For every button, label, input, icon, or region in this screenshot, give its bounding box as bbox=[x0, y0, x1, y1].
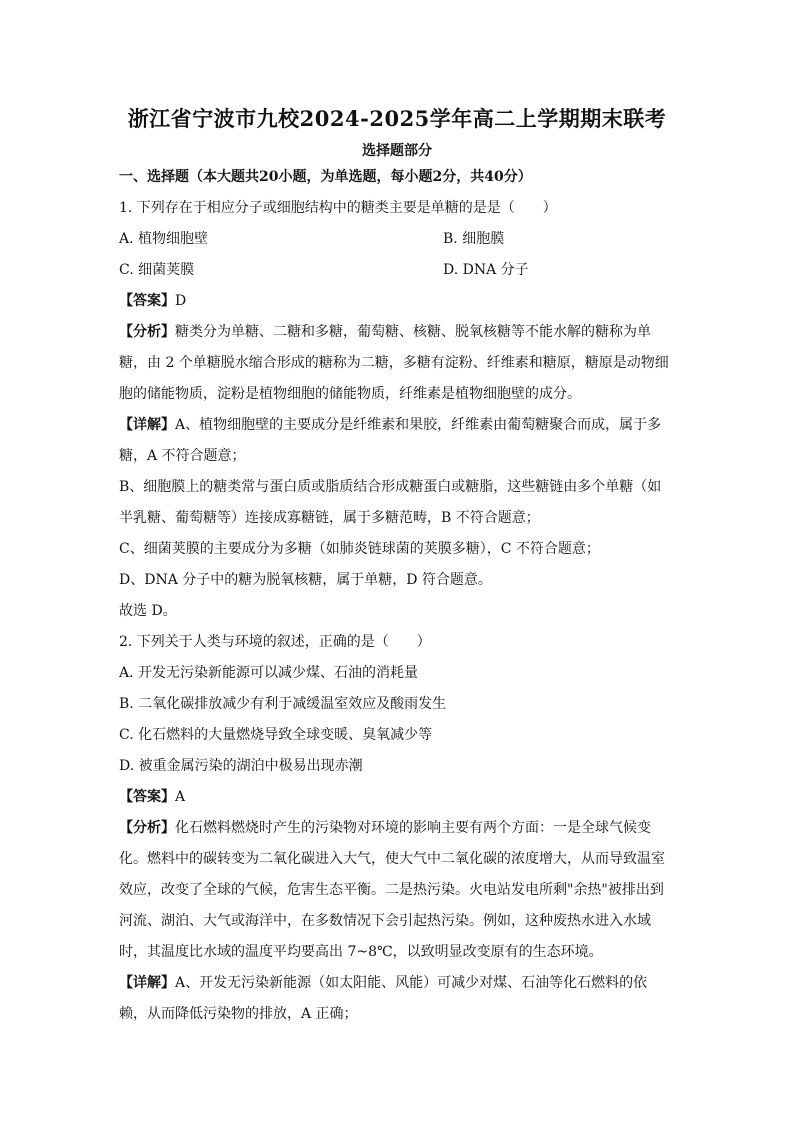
q1-detail-line-4: 半乳糖、葡萄糖等）连接成寡糖链，属于多糖范畴，B 不符合题意； bbox=[119, 510, 540, 526]
q2-analysis-line-1 bbox=[119, 817, 651, 837]
q1-analysis-line-1 bbox=[119, 321, 651, 341]
q1-detail-line-3: B、细胞膜上的糖类常与蛋白质或脂质结合形成糖蛋白或糖脂，这些糖链由多个单糖（如 bbox=[119, 479, 662, 495]
q2-option-b: B. 二氧化碳排放减少有利于减缓温室效应及酸雨发生 bbox=[119, 696, 447, 712]
q1-detail-line-2: 糖，A 不符合题意； bbox=[119, 448, 246, 464]
q1-option-d: D. DNA 分子 bbox=[443, 262, 529, 278]
q2-analysis-text-1: 化石燃料燃烧时产生的污染物对环境的影响主要有两个方面：一是全球气候变 bbox=[175, 820, 651, 836]
q2-detail-line-1 bbox=[119, 972, 647, 992]
q2-analysis-tag: 【分析】 bbox=[119, 820, 175, 836]
q1-answer-value: D bbox=[175, 293, 187, 309]
q1-option-c: C. 细菌荚膜 bbox=[119, 262, 195, 278]
q1-detail-line-6: D、DNA 分子中的糖为脱氧核糖，属于单糖，D 符合题意。 bbox=[119, 572, 492, 588]
q1-detail-line-1 bbox=[119, 414, 661, 434]
q2-analysis-line-4: 河流、湖泊、大气或海洋中，在多数情况下会引起热污染。例如，这种废热水进入水域 bbox=[119, 913, 651, 929]
q1-analysis-tag: 【分析】 bbox=[119, 324, 175, 340]
page-subtitle: 选择题部分 bbox=[362, 143, 432, 159]
q2-answer-value: A bbox=[175, 789, 186, 805]
q2-answer-line bbox=[119, 786, 185, 806]
q2-analysis-line-2: 化。燃料中的碳转变为二氧化碳进入大气，使大气中二氧化碳的浓度增大，从而导致温室 bbox=[119, 851, 665, 867]
q1-analysis-line-3: 胞的储能物质，淀粉是植物细胞的储能物质，纤维素是植物细胞壁的成分。 bbox=[119, 386, 581, 402]
q1-option-a: A. 植物细胞壁 bbox=[119, 231, 209, 247]
q1-answer-line bbox=[119, 290, 186, 310]
q1-option-b: B. 细胞膜 bbox=[443, 231, 505, 247]
q2-stem: 2. 下列关于人类与环境的叙述，正确的是（ ） bbox=[119, 634, 431, 650]
q2-option-d: D. 被重金属污染的湖泊中极易出现赤潮 bbox=[119, 758, 363, 774]
q2-option-c: C. 化石燃料的大量燃烧导致全球变暖、臭氧减少等 bbox=[119, 727, 433, 743]
q2-detail-tag: 【详解】 bbox=[119, 975, 175, 991]
q2-detail-line-2: 赖，从而降低污染物的排放，A 正确； bbox=[119, 1006, 358, 1022]
q1-analysis-line-2: 糖，由 2 个单糖脱水缩合形成的糖称为二糖，多糖有淀粉、纤维素和糖原，糖原是动物细 bbox=[119, 355, 669, 371]
q1-analysis-text-1: 糖类分为单糖、二糖和多糖，葡萄糖、核糖、脱氧核糖等不能水解的糖称为单 bbox=[175, 324, 651, 340]
q1-detail-tag: 【详解】 bbox=[119, 417, 175, 433]
q2-analysis-line-5: 时，其温度比水域的温度平均要高出 7~8℃，以致明显改变原有的生态环境。 bbox=[119, 944, 603, 960]
q2-answer-tag: 【答案】 bbox=[119, 789, 175, 805]
q1-detail-text-1: A、植物细胞壁的主要成分是纤维素和果胶，纤维素由葡萄糖聚合而成，属于多 bbox=[175, 417, 662, 433]
q1-answer-tag: 【答案】 bbox=[119, 293, 175, 309]
q2-option-a: A. 开发无污染新能源可以减少煤、石油的消耗量 bbox=[119, 665, 419, 681]
q1-detail-line-5: C、细菌荚膜的主要成分为多糖（如肺炎链球菌的荚膜多糖），C 不符合题意； bbox=[119, 541, 600, 557]
q1-stem: 1. 下列存在于相应分子或细胞结构中的糖类主要是单糖的是是（ ） bbox=[119, 200, 557, 216]
q2-analysis-line-3: 效应，改变了全球的气候，危害生态平衡。二是热污染。火电站发电所剩"余热"被排出到 bbox=[119, 882, 664, 898]
q1-conclusion: 故选 D。 bbox=[119, 603, 177, 619]
page-title: 浙江省宁波市九校2024-2025学年高二上学期期末联考 bbox=[127, 106, 667, 131]
q2-detail-text-1: A、开发无污染新能源（如太阳能、风能）可减少对煤、石油等化石燃料的依 bbox=[175, 975, 648, 991]
section-heading: 一、选择题（本大题共20小题，为单选题，每小题2分，共40分） bbox=[119, 169, 532, 185]
